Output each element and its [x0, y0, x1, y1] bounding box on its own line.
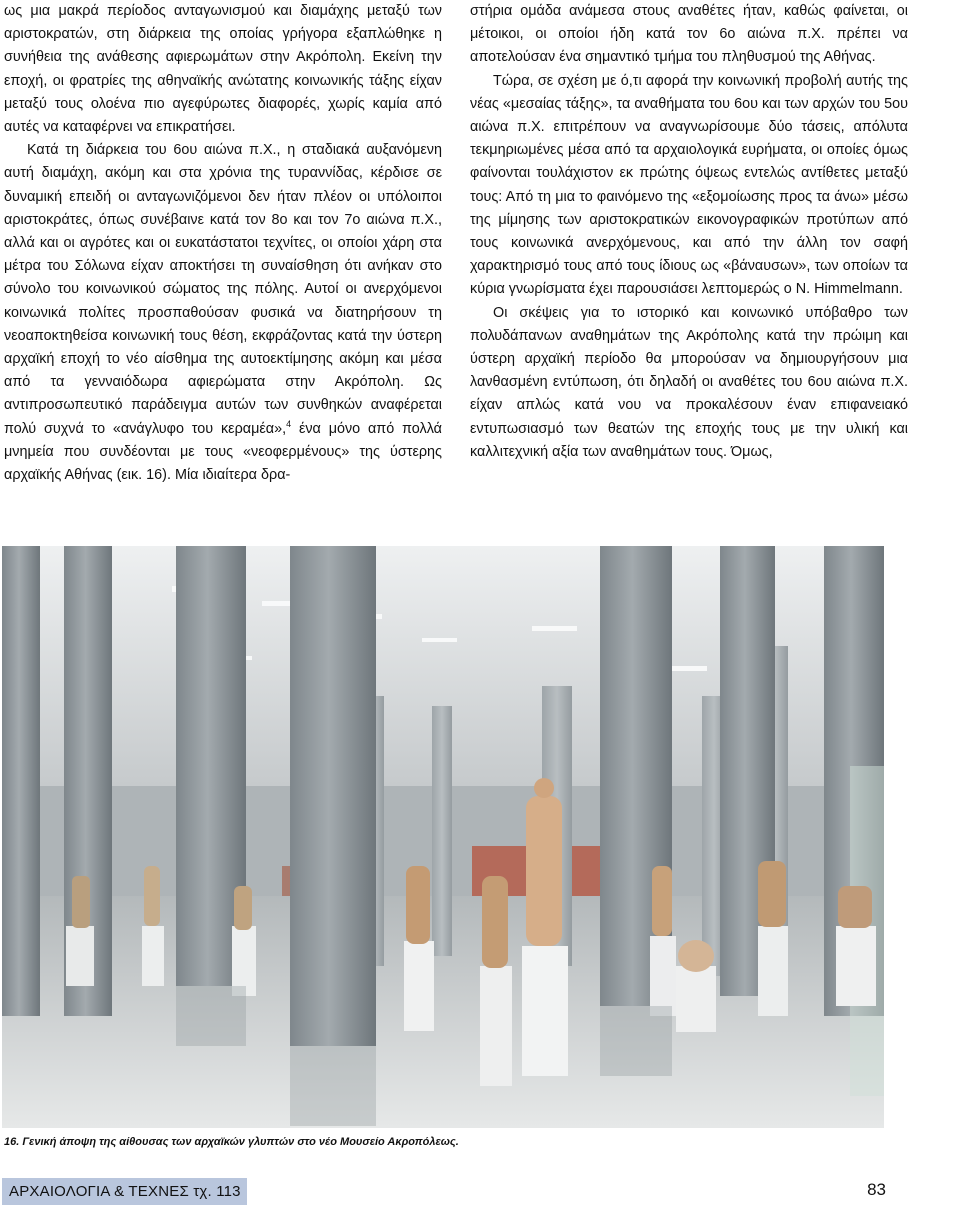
museum-hall-illustration — [2, 546, 884, 1128]
left-paragraph-2-text-b: ένα μόνο από πολλά μνημεία που συνδέονται με τους «νεοφερμένους» της ύστερης αρχαϊκής Αθήνας (εικ. 16). Μία ιδιαίτερα δρα- — [4, 420, 442, 484]
left-text-column — [4, 0, 442, 487]
page-number: 83 — [867, 1180, 886, 1199]
right-text-column — [470, 0, 908, 464]
figure-caption: 16. Γενική άποψη της αίθουσας των αρχαϊκών γλυπτών στο νέο Μουσείο Ακροπόλεως. — [4, 1136, 459, 1148]
left-paragraph-2 — [4, 139, 442, 487]
left-paragraph-1: ως μια μακρά περίοδος ανταγωνισμού και διαμάχης μεταξύ των αριστοκρατών, στη διάρκεια της οποίας γρήγορα εξαπλώθηκε η συνήθεια της ανάθεσης αφιερωμάτων στην Ακρόπολη. Εκείνη την εποχή, οι φρατρίες της αθηναϊκής ανώτατης κοινωνικής τάξης είχαν μεταξύ τους ολοένα πιο αγεφύρωτες διαφορές, χωρίς καμία από αυτές να καταφέρνει να επικρατήσει. — [4, 3, 442, 136]
footnote-reference: 4 — [286, 418, 292, 429]
right-paragraph-1: στήρια ομάδα ανάμεσα στους αναθέτες ήταν, καθώς φαίνεται, οι μέτοικοι, οι οποίοι ήδη κατά τον 6ο αιώνα π.Χ. πρέπει να αποτελούσαν ένα σημαντικό τμήμα του πληθυσμού της Αθήνας. — [470, 3, 908, 66]
journal-title-footer: ΑΡΧΑΙΟΛΟΓΙΑ & ΤΕΧΝΕΣ τχ. 113 — [2, 1178, 247, 1205]
left-paragraph-2-text-a: Κατά τη διάρκεια του 6ου αιώνα π.Χ., η σταδιακά αυξανόμενη αυτή διαμάχη, ακόμη και στα χρόνια της τυραννίδας, κέρδισε σε δυναμική επειδή οι ανταγωνιζόμενοι δεν ήταν πλέον οι υπόλοιποι αριστοκράτες, όπως συνέβαινε κατά τον 8ο και τον 7ο αιώνα π.Χ., αλλά και οι αγρότες και οι ευκατάστατοι τεχνίτες, οι οποίοι χάρη στα μέτρα του Σόλωνα είχαν αποκτήσει τη συναίσθηση ότι ανήκαν στο σύνολο του κοινωνικού σώματος της πόλης. Αυτοί οι ανερχόμενοι κοινωνικά πολίτες προσπαθούσαν φυσικά να διατηρήσουν τη νεοαποκτηθείσα κοινωνική τους θέση, εκφράζοντας κατά την ύστερη αρχαϊκή εποχή το νέο αίσθημα της αυτοεκτίμησης ακόμη και μέσα από τα γενναιόδωρα αφιερώματα στην Ακρόπολη. Ως αντιπροσωπευτικό παράδειγμα αυτών των συνθηκών αναφέρεται πολύ συχνά το «ανάγλυφο του κεραμέα», — [4, 142, 442, 437]
right-paragraph-2: Τώρα, σε σχέση με ό,τι αφορά την κοινωνική προβολή αυτής της νέας «μεσαίας τάξης», τα αναθήματα του 6ου και των αρχών του 5ου αιώνα π.Χ. επιτρέπουν να αναγνωρίσουμε δύο τάσεις, απόλυτα τεκμηριωμένες μέσα από τα αρχαιολογικά ευρήματα, οι οποίες όμως φαίνονται τουλάχιστον εκ πρώτης όψεως εντελώς αντίθετες μεταξύ τους: Από τη μια το φαινόμενο της «εξομοίωσης προς τα άνω» μέσω της μίμησης των αριστοκρατικών εικονογραφικών προτύπων από τους κοινωνικά ανερχόμενους, και από την άλλη τον σαφή χαρακτηρισμό τους από τους ίδιους ως «βάναυσων», των οποίων τα κύρια γνωρίσματα έχει παρουσιάσει λεπτομερώς ο Ν. Himmelmann. — [470, 72, 908, 298]
museum-gallery-photo — [2, 546, 884, 1128]
right-paragraph-3: Οι σκέψεις για το ιστορικό και κοινωνικό υπόβαθρο των πολυδάπανων αναθημάτων της Ακρόπολης κατά την πρώιμη και ύστερη αρχαϊκή περίοδο θα μπορούσαν να δημιουργήσουν μια λανθασμένη εντύπωση, ότι δηλαδή οι αναθέτες του 6ου αιώνα π.Χ. είχαν απλώς κατά νου να προκαλέσουν έναν επιφανειακό εντυπωσιασμό των θεατών της εποχής τους με την υλική και καλλιτεχνική αξία των αναθημάτων τους. Όμως, — [470, 304, 908, 460]
